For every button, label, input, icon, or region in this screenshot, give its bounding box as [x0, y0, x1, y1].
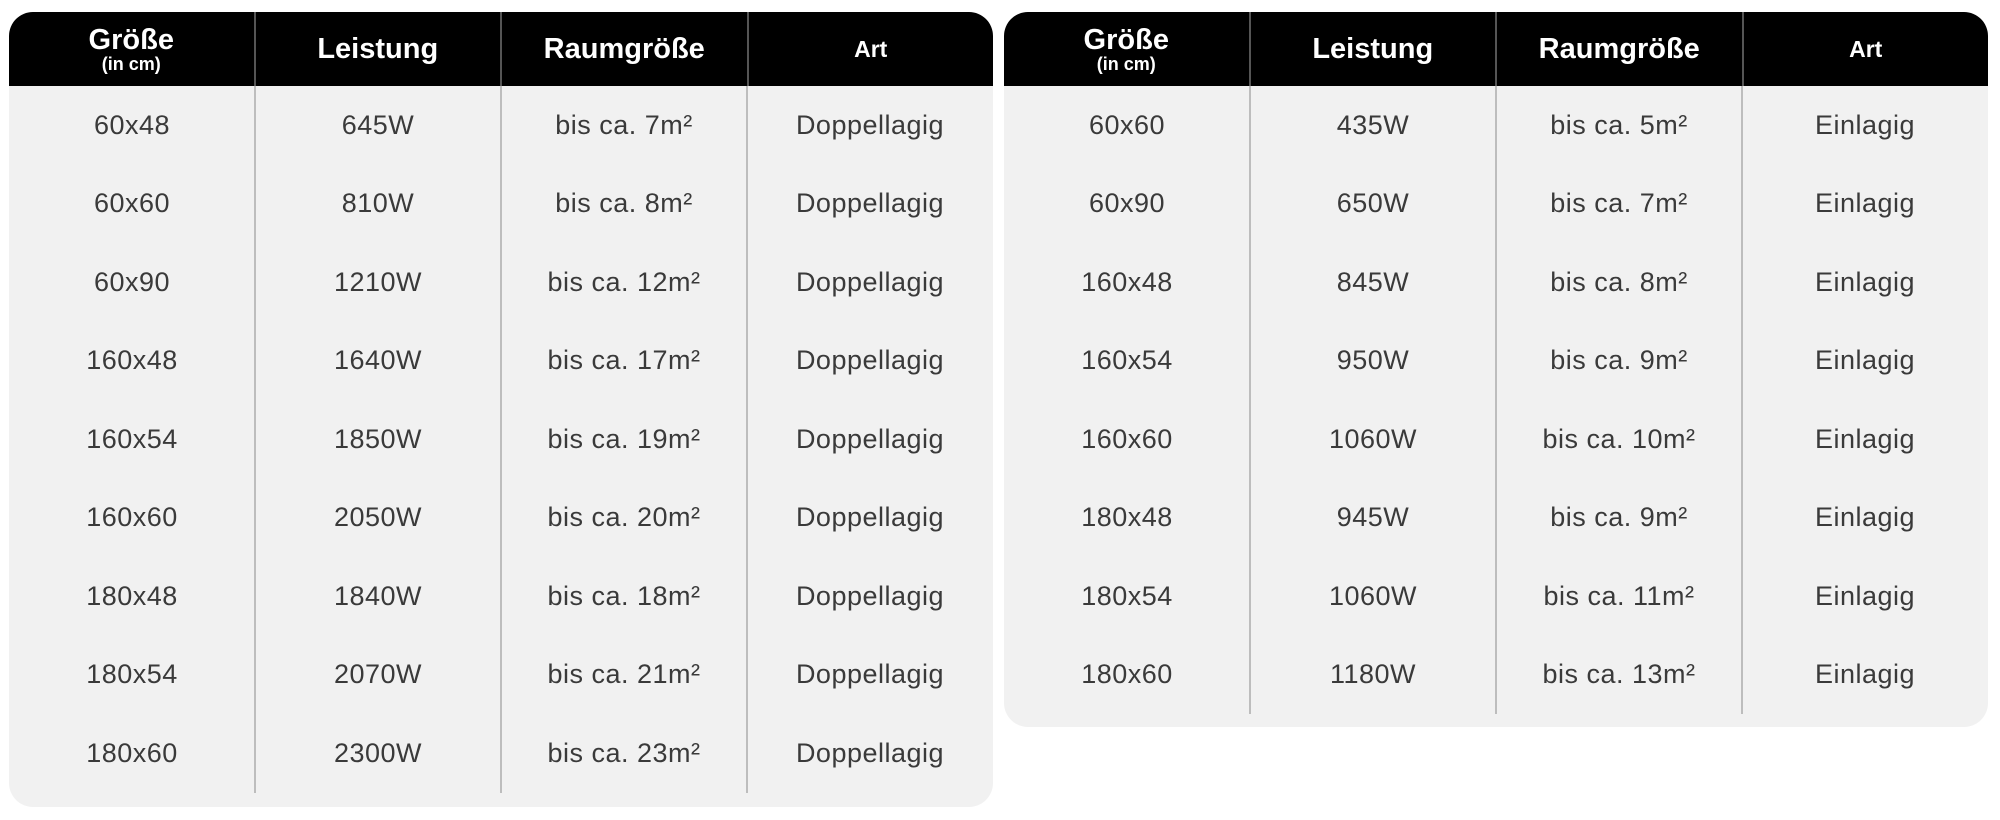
table-row — [1004, 165, 1988, 244]
cell-size: 180x48 — [1081, 502, 1173, 533]
cell-type: Doppellagig — [795, 659, 945, 690]
cell-size: 180x60 — [1081, 659, 1173, 690]
table-row — [1004, 400, 1988, 479]
cell-room: bis ca. 9m² — [1550, 345, 1688, 376]
table-header — [9, 12, 993, 86]
table-row — [1004, 636, 1988, 715]
cell-room: bis ca. 19m² — [547, 423, 701, 454]
cell-room: bis ca. 20m² — [547, 502, 701, 533]
cell-power: 1060W — [1328, 580, 1418, 611]
cell-power: 2300W — [333, 737, 423, 768]
cell-room: bis ca. 8m² — [555, 188, 693, 219]
header-size-label: Größe — [1083, 24, 1169, 56]
table-header — [1004, 12, 1988, 86]
cell-power: 2070W — [333, 659, 423, 690]
header-power: Leistung — [1251, 12, 1498, 86]
cell-type: Einlagig — [1814, 423, 1916, 454]
header-size — [9, 12, 256, 86]
cell-size: 60x48 — [93, 109, 171, 140]
cell-room: bis ca. 11m² — [1543, 580, 1695, 611]
cell-size: 160x54 — [86, 423, 178, 454]
cell-type: Einlagig — [1814, 188, 1916, 219]
table-double-layer — [9, 12, 993, 807]
table-row — [9, 243, 993, 322]
cell-power: 1060W — [1328, 423, 1418, 454]
header-power: Leistung — [256, 12, 503, 86]
table-row — [1004, 322, 1988, 401]
cell-power: 645W — [341, 109, 415, 140]
header-size — [1004, 12, 1251, 86]
cell-power: 1640W — [333, 345, 423, 376]
cell-type: Einlagig — [1814, 266, 1916, 297]
cell-type: Doppellagig — [795, 345, 945, 376]
cell-size: 160x60 — [1081, 423, 1173, 454]
header-size-unit: (in cm) — [101, 54, 161, 74]
cell-power: 650W — [1336, 188, 1410, 219]
cell-size: 180x54 — [1081, 580, 1173, 611]
cell-size: 160x54 — [1081, 345, 1173, 376]
cell-type: Doppellagig — [795, 423, 945, 454]
cell-size: 180x60 — [86, 737, 178, 768]
cell-size: 60x60 — [93, 188, 171, 219]
cell-type: Doppellagig — [795, 502, 945, 533]
cell-room: bis ca. 7m² — [1550, 188, 1688, 219]
table-row — [9, 322, 993, 401]
cell-power: 1840W — [333, 580, 423, 611]
table-single-layer — [1004, 12, 1988, 727]
table-row — [1004, 86, 1988, 165]
table-row — [9, 636, 993, 715]
cell-power: 2050W — [333, 502, 423, 533]
cell-room: bis ca. 18m² — [547, 580, 701, 611]
cell-room: bis ca. 7m² — [555, 109, 693, 140]
cell-type: Einlagig — [1814, 659, 1916, 690]
cell-power: 945W — [1336, 502, 1410, 533]
cell-type: Doppellagig — [795, 580, 945, 611]
table-body — [1004, 86, 1988, 714]
cell-size: 160x48 — [1081, 266, 1173, 297]
table-row — [1004, 243, 1988, 322]
table-row — [1004, 557, 1988, 636]
table-row — [9, 557, 993, 636]
cell-room: bis ca. 13m² — [1542, 659, 1696, 690]
cell-size: 180x54 — [86, 659, 178, 690]
cell-power: 1180W — [1329, 659, 1417, 690]
header-room: Raumgröße — [1497, 12, 1744, 86]
cell-type: Einlagig — [1814, 502, 1916, 533]
header-size-unit: (in cm) — [1096, 54, 1156, 74]
cell-size: 180x48 — [86, 580, 178, 611]
header-type: Art — [854, 35, 888, 62]
cell-power: 1850W — [333, 423, 423, 454]
cell-type: Einlagig — [1814, 109, 1916, 140]
cell-type: Doppellagig — [795, 737, 945, 768]
table-row — [9, 400, 993, 479]
table-row — [9, 714, 993, 793]
cell-room: bis ca. 10m² — [1542, 423, 1696, 454]
cell-power: 950W — [1336, 345, 1410, 376]
cell-room: bis ca. 5m² — [1550, 109, 1688, 140]
cell-type: Einlagig — [1814, 580, 1916, 611]
cell-size: 60x90 — [1088, 188, 1166, 219]
table-row — [9, 479, 993, 558]
cell-room: bis ca. 23m² — [547, 737, 701, 768]
cell-room: bis ca. 8m² — [1550, 266, 1688, 297]
table-row — [9, 86, 993, 165]
cell-power: 845W — [1336, 266, 1410, 297]
cell-room: bis ca. 17m² — [547, 345, 701, 376]
cell-type: Doppellagig — [795, 266, 945, 297]
table-body — [9, 86, 993, 793]
cell-size: 160x60 — [86, 502, 178, 533]
cell-type: Doppellagig — [795, 109, 945, 140]
cell-size: 160x48 — [86, 345, 178, 376]
cell-room: bis ca. 9m² — [1550, 502, 1688, 533]
cell-power: 435W — [1336, 109, 1410, 140]
table-row — [1004, 479, 1988, 558]
cell-room: bis ca. 12m² — [547, 266, 701, 297]
header-size-label: Größe — [88, 24, 174, 56]
cell-size: 60x60 — [1088, 109, 1166, 140]
cell-size: 60x90 — [93, 266, 171, 297]
cell-type: Doppellagig — [795, 188, 945, 219]
cell-power: 1210W — [333, 266, 423, 297]
cell-room: bis ca. 21m² — [547, 659, 701, 690]
header-room: Raumgröße — [502, 12, 749, 86]
table-row — [9, 165, 993, 244]
cell-power: 810W — [341, 188, 415, 219]
header-type: Art — [1849, 35, 1883, 62]
cell-type: Einlagig — [1814, 345, 1916, 376]
